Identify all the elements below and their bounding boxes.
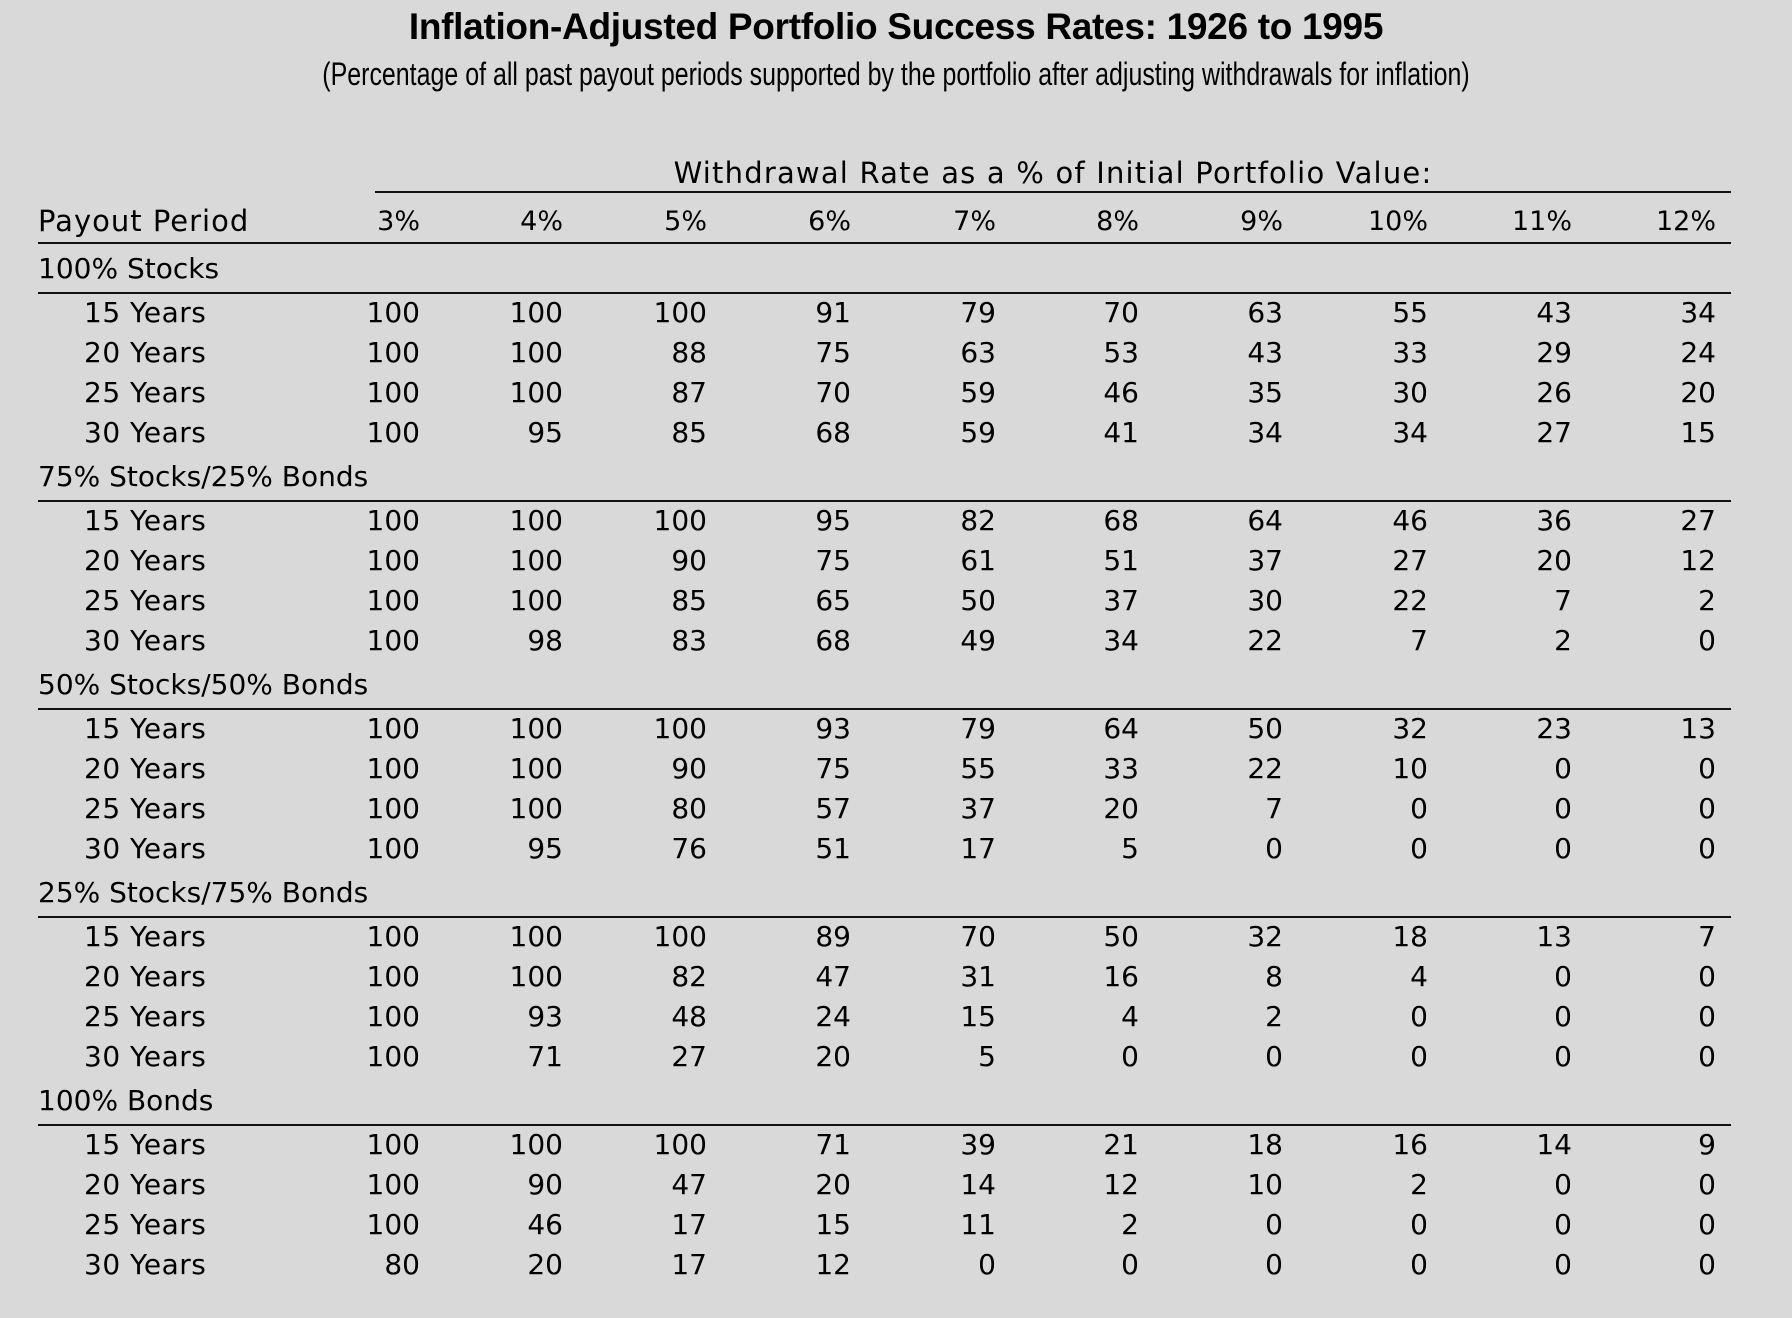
table-cell: 100 — [366, 376, 420, 409]
column-header: 10% — [1367, 206, 1428, 237]
table-cell: 47 — [671, 1168, 707, 1201]
table-cell: 33 — [1103, 752, 1139, 785]
table-cell: 100 — [653, 920, 707, 953]
table-cell: 0 — [1698, 624, 1716, 657]
table-cell: 64 — [1103, 712, 1139, 745]
table-cell: 95 — [527, 832, 563, 865]
column-header: 9% — [1240, 206, 1283, 237]
table-cell: 0 — [1554, 1000, 1572, 1033]
table-cell: 23 — [1536, 712, 1572, 745]
table-cell: 24 — [815, 1000, 851, 1033]
table-cell: 0 — [1410, 1248, 1428, 1281]
table-cell: 2 — [1265, 1000, 1283, 1033]
table-cell: 100 — [509, 712, 563, 745]
table-cell: 46 — [1392, 504, 1428, 537]
row-label: 30 Years — [84, 832, 207, 865]
row-label: 30 Years — [84, 416, 207, 449]
table-cell: 7 — [1698, 920, 1716, 953]
column-header: 6% — [808, 206, 851, 237]
table-cell: 91 — [815, 296, 851, 329]
table-cell: 26 — [1536, 376, 1572, 409]
table-cell: 35 — [1247, 376, 1283, 409]
table-cell: 0 — [1121, 1040, 1139, 1073]
table-cell: 0 — [1265, 1248, 1283, 1281]
row-label: 25 Years — [84, 376, 207, 409]
table-cell: 75 — [815, 336, 851, 369]
table-cell: 95 — [527, 416, 563, 449]
table-cell: 0 — [1410, 1040, 1428, 1073]
table-cell: 0 — [1554, 1168, 1572, 1201]
table-cell: 17 — [671, 1208, 707, 1241]
table-cell: 100 — [366, 960, 420, 993]
table-cell: 22 — [1392, 584, 1428, 617]
table-cell: 51 — [1103, 544, 1139, 577]
table-cell: 79 — [960, 712, 996, 745]
table-cell: 16 — [1103, 960, 1139, 993]
table-cell: 0 — [1554, 960, 1572, 993]
table-cell: 0 — [1265, 832, 1283, 865]
table-cell: 93 — [527, 1000, 563, 1033]
group-rule — [38, 708, 1731, 710]
table-cell: 53 — [1103, 336, 1139, 369]
table-cell: 0 — [1698, 1000, 1716, 1033]
column-header: 8% — [1096, 206, 1139, 237]
table-cell: 100 — [366, 1000, 420, 1033]
row-label: 15 Years — [84, 504, 207, 537]
table-cell: 20 — [1536, 544, 1572, 577]
table-cell: 33 — [1392, 336, 1428, 369]
table-cell: 31 — [960, 960, 996, 993]
table-cell: 64 — [1247, 504, 1283, 537]
table-cell: 14 — [1536, 1128, 1572, 1161]
table-cell: 100 — [366, 1208, 420, 1241]
table-cell: 0 — [1698, 960, 1716, 993]
table-cell: 71 — [527, 1040, 563, 1073]
table-cell: 68 — [815, 624, 851, 657]
table-cell: 57 — [815, 792, 851, 825]
table-cell: 0 — [1410, 792, 1428, 825]
table-cell: 0 — [1265, 1040, 1283, 1073]
table-cell: 30 — [1247, 584, 1283, 617]
table-cell: 48 — [671, 1000, 707, 1033]
table-cell: 27 — [1536, 416, 1572, 449]
row-label: 20 Years — [84, 544, 207, 577]
table-cell: 0 — [1698, 1168, 1716, 1201]
table-cell: 0 — [1554, 1208, 1572, 1241]
column-header: 3% — [377, 206, 420, 237]
column-header: 11% — [1511, 206, 1572, 237]
table-cell: 50 — [960, 584, 996, 617]
table-cell: 75 — [815, 544, 851, 577]
table-cell: 100 — [366, 336, 420, 369]
table-cell: 0 — [1554, 792, 1572, 825]
table-cell: 2 — [1410, 1168, 1428, 1201]
table-cell: 0 — [1554, 832, 1572, 865]
table-cell: 100 — [366, 1168, 420, 1201]
table-cell: 100 — [509, 376, 563, 409]
table-cell: 100 — [509, 544, 563, 577]
table-cell: 0 — [1265, 1208, 1283, 1241]
table-cell: 5 — [978, 1040, 996, 1073]
table-cell: 34 — [1103, 624, 1139, 657]
group-label: 100% Stocks — [38, 252, 220, 285]
table-cell: 90 — [671, 752, 707, 785]
table-cell: 34 — [1247, 416, 1283, 449]
table-cell: 82 — [960, 504, 996, 537]
table-cell: 32 — [1392, 712, 1428, 745]
table-cell: 0 — [1554, 752, 1572, 785]
table-cell: 90 — [671, 544, 707, 577]
table-cell: 100 — [653, 1128, 707, 1161]
row-label: 30 Years — [84, 1040, 207, 1073]
table-cell: 51 — [815, 832, 851, 865]
table-cell: 49 — [960, 624, 996, 657]
chart-title: Inflation-Adjusted Portfolio Success Rates: 1926 to 1995 — [408, 6, 1384, 47]
table-cell: 4 — [1410, 960, 1428, 993]
table-cell: 82 — [671, 960, 707, 993]
table-cell: 65 — [815, 584, 851, 617]
table-cell: 20 — [1103, 792, 1139, 825]
table-cell: 22 — [1247, 752, 1283, 785]
table-cell: 20 — [1680, 376, 1716, 409]
table-cell: 95 — [815, 504, 851, 537]
row-label: 25 Years — [84, 1208, 207, 1241]
table-cell: 100 — [509, 960, 563, 993]
table-cell: 18 — [1247, 1128, 1283, 1161]
column-group-rule — [375, 191, 1731, 193]
table-cell: 100 — [366, 624, 420, 657]
column-header: 7% — [953, 206, 996, 237]
group-rule — [38, 292, 1731, 294]
table-cell: 20 — [527, 1248, 563, 1281]
table-cell: 55 — [960, 752, 996, 785]
table-cell: 85 — [671, 416, 707, 449]
table-cell: 79 — [960, 296, 996, 329]
table-cell: 0 — [1698, 1040, 1716, 1073]
table-cell: 27 — [1680, 504, 1716, 537]
table-cell: 61 — [960, 544, 996, 577]
table-cell: 83 — [671, 624, 707, 657]
table-cell: 93 — [815, 712, 851, 745]
table-cell: 87 — [671, 376, 707, 409]
table-cell: 16 — [1392, 1128, 1428, 1161]
table-cell: 80 — [384, 1248, 420, 1281]
table-cell: 100 — [509, 792, 563, 825]
table-cell: 100 — [509, 752, 563, 785]
row-label: 25 Years — [84, 792, 207, 825]
table-cell: 7 — [1410, 624, 1428, 657]
table-cell: 89 — [815, 920, 851, 953]
column-header: 5% — [664, 206, 707, 237]
table-cell: 0 — [1554, 1040, 1572, 1073]
table-cell: 68 — [1103, 504, 1139, 537]
row-label: 15 Years — [84, 296, 207, 329]
row-label: 30 Years — [84, 624, 207, 657]
group-label: 25% Stocks/75% Bonds — [38, 876, 369, 909]
table-cell: 20 — [815, 1040, 851, 1073]
table-cell: 11 — [960, 1208, 996, 1241]
table-cell: 0 — [1410, 1000, 1428, 1033]
table-cell: 100 — [509, 296, 563, 329]
table-cell: 37 — [1247, 544, 1283, 577]
row-label: 20 Years — [84, 752, 207, 785]
table-cell: 100 — [509, 920, 563, 953]
table-cell: 18 — [1392, 920, 1428, 953]
row-label: 20 Years — [84, 1168, 207, 1201]
table-cell: 70 — [960, 920, 996, 953]
table-cell: 0 — [1698, 792, 1716, 825]
table-cell: 100 — [366, 416, 420, 449]
row-label: 15 Years — [84, 1128, 207, 1161]
table-cell: 75 — [815, 752, 851, 785]
table-cell: 63 — [1247, 296, 1283, 329]
table-cell: 100 — [366, 296, 420, 329]
column-group-label: Withdrawal Rate as a % of Initial Portfolio Value: — [673, 156, 1433, 190]
table-cell: 4 — [1121, 1000, 1139, 1033]
table-cell: 22 — [1247, 624, 1283, 657]
table-cell: 13 — [1680, 712, 1716, 745]
table-cell: 0 — [1410, 832, 1428, 865]
row-label: 15 Years — [84, 712, 207, 745]
table-cell: 10 — [1392, 752, 1428, 785]
table-cell: 0 — [1410, 1208, 1428, 1241]
table-cell: 46 — [527, 1208, 563, 1241]
table-cell: 71 — [815, 1128, 851, 1161]
table-cell: 90 — [527, 1168, 563, 1201]
table-cell: 88 — [671, 336, 707, 369]
table-cell: 8 — [1265, 960, 1283, 993]
table-cell: 21 — [1103, 1128, 1139, 1161]
table-cell: 39 — [960, 1128, 996, 1161]
table-cell: 50 — [1247, 712, 1283, 745]
column-header: 4% — [520, 206, 563, 237]
table-cell: 100 — [366, 504, 420, 537]
table-cell: 0 — [978, 1248, 996, 1281]
header-rule — [38, 242, 1731, 244]
table-cell: 37 — [960, 792, 996, 825]
table-cell: 0 — [1698, 1248, 1716, 1281]
table-cell: 46 — [1103, 376, 1139, 409]
row-header-label: Payout Period — [38, 204, 250, 238]
table-cell: 100 — [509, 504, 563, 537]
table-cell: 2 — [1554, 624, 1572, 657]
table-cell: 12 — [1103, 1168, 1139, 1201]
table-cell: 10 — [1247, 1168, 1283, 1201]
table-cell: 15 — [1680, 416, 1716, 449]
table-cell: 80 — [671, 792, 707, 825]
table-cell: 7 — [1265, 792, 1283, 825]
table-cell: 59 — [960, 376, 996, 409]
table-cell: 100 — [366, 712, 420, 745]
table-cell: 5 — [1121, 832, 1139, 865]
table-cell: 63 — [960, 336, 996, 369]
table-cell: 100 — [509, 336, 563, 369]
table-cell: 76 — [671, 832, 707, 865]
table-cell: 34 — [1392, 416, 1428, 449]
table-cell: 15 — [815, 1208, 851, 1241]
table-cell: 12 — [815, 1248, 851, 1281]
row-label: 25 Years — [84, 1000, 207, 1033]
table-cell: 100 — [366, 792, 420, 825]
column-header: 12% — [1655, 206, 1716, 237]
group-label: 100% Bonds — [38, 1084, 214, 1117]
table-cell: 37 — [1103, 584, 1139, 617]
table-cell: 2 — [1698, 584, 1716, 617]
table-cell: 100 — [366, 832, 420, 865]
table-cell: 17 — [960, 832, 996, 865]
table-cell: 14 — [960, 1168, 996, 1201]
table-cell: 70 — [815, 376, 851, 409]
table-cell: 100 — [366, 544, 420, 577]
table-cell: 2 — [1121, 1208, 1139, 1241]
chart-subtitle: (Percentage of all past payout periods supported by the portfolio after adjusting withdrawals for inflation) — [322, 56, 1470, 92]
group-rule — [38, 916, 1731, 918]
table-cell: 100 — [366, 1040, 420, 1073]
row-label: 20 Years — [84, 960, 207, 993]
row-label: 25 Years — [84, 584, 207, 617]
table-cell: 59 — [960, 416, 996, 449]
table-cell: 55 — [1392, 296, 1428, 329]
table-cell: 30 — [1392, 376, 1428, 409]
table-cell: 0 — [1121, 1248, 1139, 1281]
table-cell: 29 — [1536, 336, 1572, 369]
table-cell: 100 — [509, 584, 563, 617]
table-cell: 43 — [1536, 296, 1572, 329]
table-cell: 17 — [671, 1248, 707, 1281]
table-cell: 32 — [1247, 920, 1283, 953]
table-cell: 34 — [1680, 296, 1716, 329]
row-label: 30 Years — [84, 1248, 207, 1281]
table-cell: 0 — [1554, 1248, 1572, 1281]
table-cell: 0 — [1698, 1208, 1716, 1241]
table-cell: 0 — [1698, 832, 1716, 865]
table-cell: 0 — [1698, 752, 1716, 785]
table-cell: 100 — [366, 752, 420, 785]
table-cell: 7 — [1554, 584, 1572, 617]
table-cell: 100 — [653, 712, 707, 745]
table-cell: 15 — [960, 1000, 996, 1033]
table-cell: 100 — [366, 584, 420, 617]
table-cell: 100 — [653, 504, 707, 537]
table-cell: 43 — [1247, 336, 1283, 369]
table-cell: 47 — [815, 960, 851, 993]
table-cell: 85 — [671, 584, 707, 617]
table-cell: 9 — [1698, 1128, 1716, 1161]
table-cell: 12 — [1680, 544, 1716, 577]
table-cell: 13 — [1536, 920, 1572, 953]
group-label: 50% Stocks/50% Bonds — [38, 668, 369, 701]
row-label: 15 Years — [84, 920, 207, 953]
table-cell: 27 — [671, 1040, 707, 1073]
table-cell: 100 — [653, 296, 707, 329]
table-cell: 36 — [1536, 504, 1572, 537]
table-cell: 100 — [366, 920, 420, 953]
table-cell: 70 — [1103, 296, 1139, 329]
table-cell: 98 — [527, 624, 563, 657]
table-cell: 24 — [1680, 336, 1716, 369]
group-label: 75% Stocks/25% Bonds — [38, 460, 369, 493]
group-rule — [38, 1124, 1731, 1126]
table-cell: 27 — [1392, 544, 1428, 577]
table-cell: 100 — [366, 1128, 420, 1161]
row-label: 20 Years — [84, 336, 207, 369]
table-cell: 68 — [815, 416, 851, 449]
table-cell: 100 — [509, 1128, 563, 1161]
table-cell: 20 — [815, 1168, 851, 1201]
table-cell: 41 — [1103, 416, 1139, 449]
group-rule — [38, 500, 1731, 502]
table-cell: 50 — [1103, 920, 1139, 953]
